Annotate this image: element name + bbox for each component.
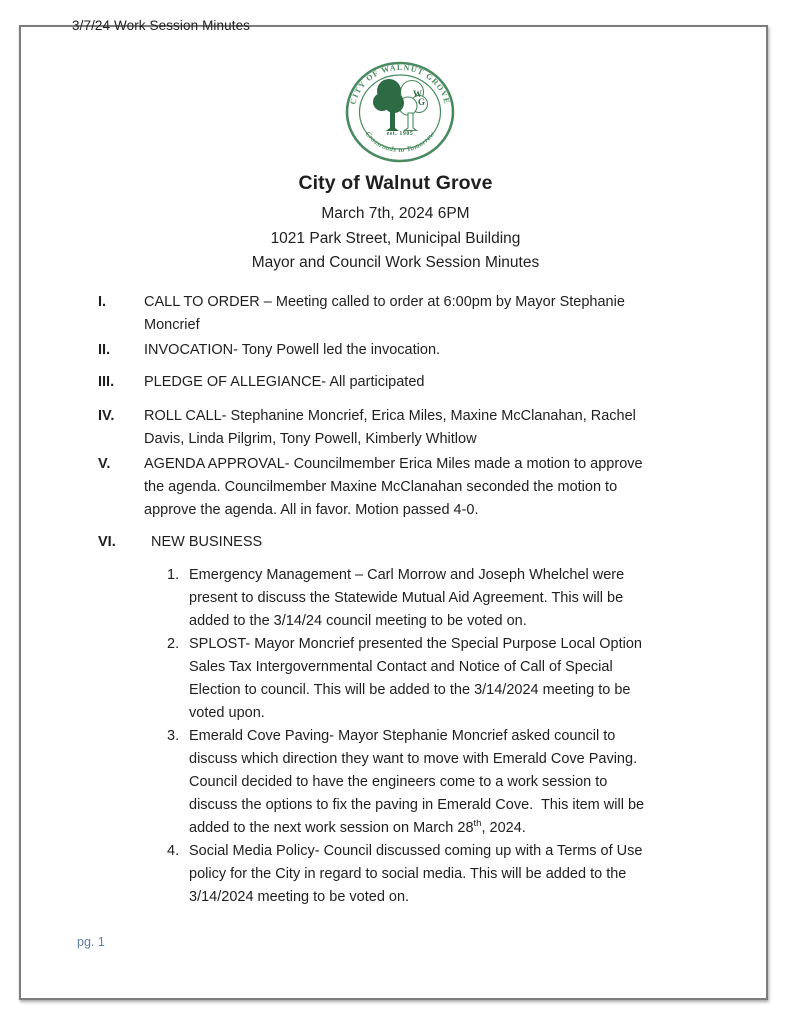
agenda-numeral: IV. [98, 408, 115, 424]
seal-established-text: est. 1905 [386, 131, 413, 137]
agenda-item-text: CALL TO ORDER – Meeting called to order at 6:00pm by Mayor Stephanie Moncrief [144, 294, 625, 333]
list-item-text: Social Media Policy- Council discussed coming up with a Terms of Use policy for the City in regard to social media. This will be added to the 3/14/2024 meeting to be voted on. [189, 843, 643, 905]
agenda-item-invocation [98, 339, 658, 362]
agenda-list [98, 291, 658, 909]
agenda-item-text: ROLL CALL- Stephanine Moncrief, Erica Miles, Maxine McClanahan, Rachel Davis, Linda Pilgrim, Tony Powell, Kimberly Whitlow [144, 408, 636, 447]
agenda-item-pledge [98, 371, 658, 394]
meeting-datetime: March 7th, 2024 6PM [321, 205, 470, 222]
agenda-numeral: I. [98, 294, 107, 310]
agenda-numeral: II. [98, 342, 111, 358]
agenda-item-agenda-approval [98, 453, 658, 522]
list-number: 1. [167, 567, 180, 583]
agenda-item-text: AGENDA APPROVAL- Councilmember Erica Miles made a motion to approve the agenda. Councilmember Maxine McClanahan seconded the motion to approve the agenda. All in favor. Motion passed 4-0. [144, 456, 643, 518]
agenda-item-new-business [98, 531, 658, 554]
page-number: pg. 1 [77, 935, 105, 949]
list-number: 2. [167, 636, 180, 652]
seal-top-text: CITY OF WALNUT GROVE [347, 62, 452, 106]
agenda-item-call-to-order [98, 291, 658, 337]
new-business-list [167, 564, 658, 909]
agenda-item-roll-call [98, 405, 658, 451]
list-item-text: Emerald Cove Paving- Mayor Stephanie Moncrief asked council to discuss which direction they want to move with Emerald Cove Paving. Council decided to have the engineers come to a work session to discuss the options to fix the paving in Emerald Cove. This item will be added to the next work session on March 28th, 2024. [189, 728, 645, 836]
agenda-item-text: NEW BUSINESS [151, 534, 263, 550]
new-business-item-emergency-management [167, 564, 658, 633]
title-block [0, 172, 791, 276]
list-item-text: Emergency Management – Carl Morrow and Joseph Whelchel were present to discuss the Statewide Mutual Aid Agreement. This will be added to the 3/14/24 council meeting to be voted on. [189, 567, 625, 629]
agenda-item-text: PLEDGE OF ALLEGIANCE- All participated [144, 374, 425, 390]
agenda-numeral: VI. [98, 534, 116, 550]
new-business-item-emerald-cove-paving [167, 725, 658, 840]
page-title: City of Walnut Grove [298, 172, 493, 194]
seal-monogram-g: G [417, 97, 425, 107]
meeting-type: Mayor and Council Work Session Minutes [251, 254, 540, 271]
seal-monogram-w: W [412, 89, 422, 99]
meeting-address: 1021 Park Street, Municipal Building [270, 229, 521, 247]
new-business-item-splost [167, 633, 658, 725]
new-business-item-social-media-policy [167, 840, 658, 909]
list-item-text: SPLOST- Mayor Moncrief presented the Special Purpose Local Option Sales Tax Intergovernmental Contact and Notice of Call of Special Election to council. This will be added to the 3/14/2024 meeting to be voted upon. [189, 636, 642, 721]
list-number: 3. [167, 728, 180, 744]
city-seal-logo [344, 60, 456, 164]
agenda-numeral: III. [98, 374, 115, 390]
document-header: 3/7/24 Work Session Minutes [72, 18, 251, 33]
seal-bottom-text: Crossroads to Tomorrow [363, 130, 436, 155]
agenda-numeral: V. [98, 456, 111, 472]
agenda-item-text: INVOCATION- Tony Powell led the invocation. [144, 342, 441, 358]
list-number: 4. [167, 843, 180, 859]
